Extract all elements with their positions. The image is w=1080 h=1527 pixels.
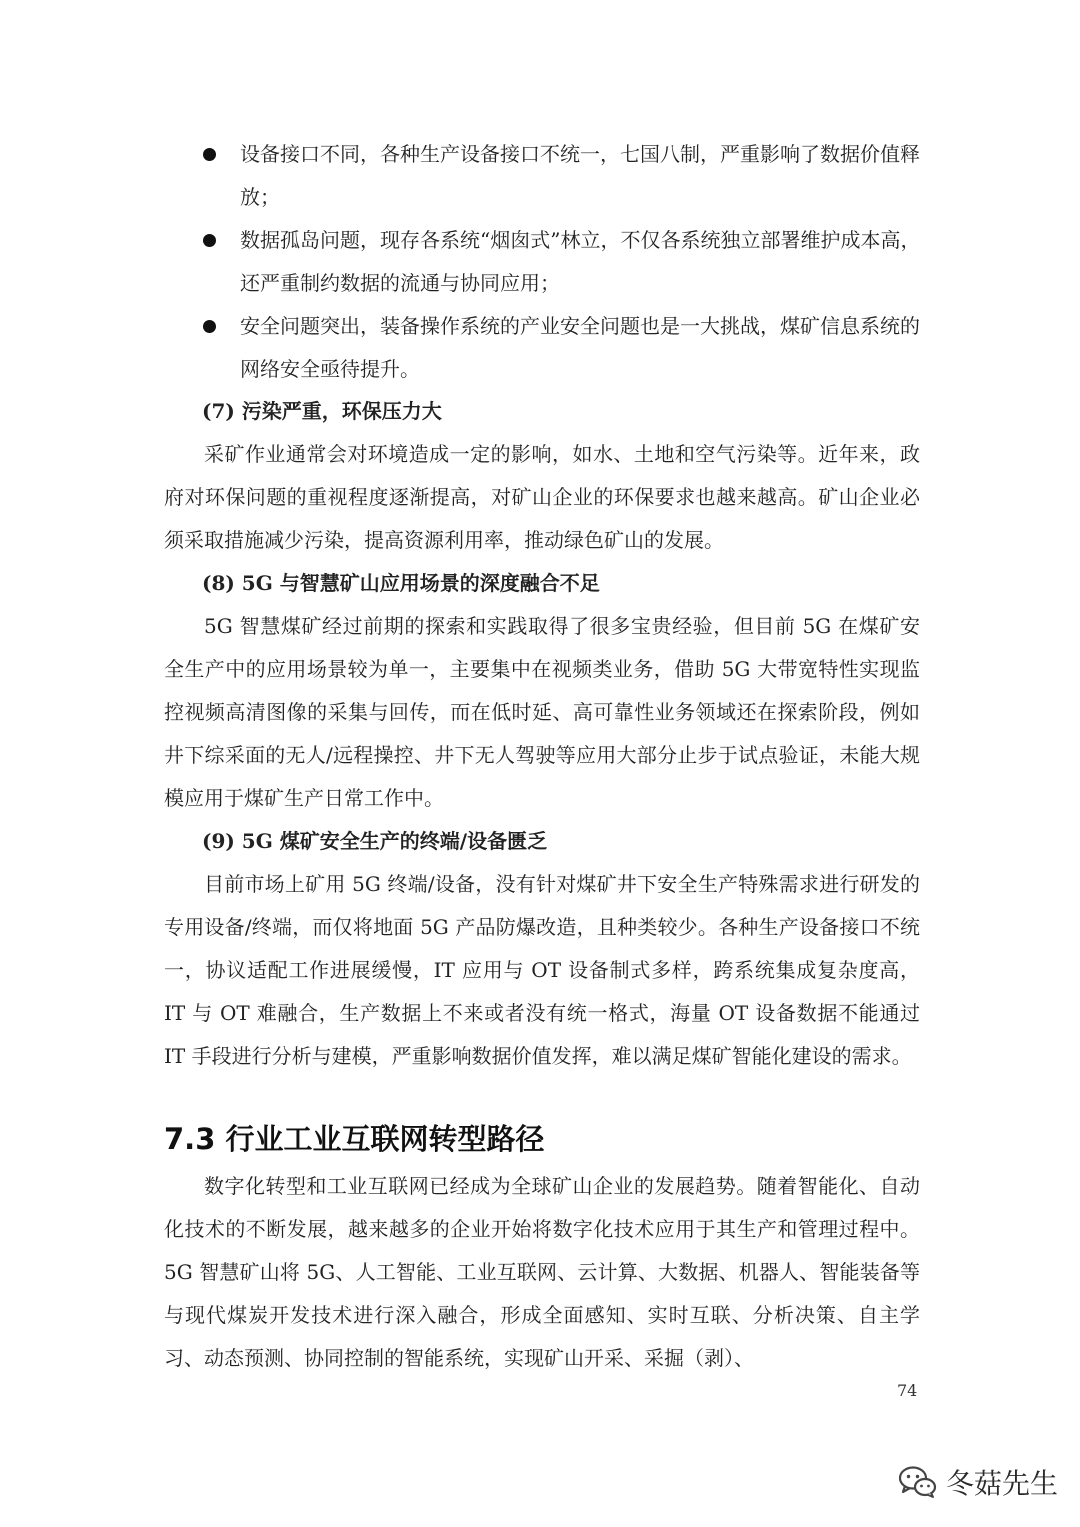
section-heading-7-3: 7.3 行业工业互联网转型路径: [164, 1122, 545, 1156]
watermark-text: 冬菇先生: [946, 1467, 1059, 1500]
section-body-9: 目前市场上矿用 5G 终端/设备，没有针对煤矿井下安全生产特殊需求进行研发的专用设备/终端，而仅将地面 5G 产品防爆改造，且种类较少。各种生产设备接口不统一，协议适配工作进展缓慢，IT 应用与 OT 设备制式多样，跨系统集成复杂度高， IT 与 OT 难融合，生产数据上不来或者没有统一格式，海量 OT 设备数据不能通过 IT 手段进行分析与建模，严重影响数据价值发挥，难以满足煤矿智能化建设的需求。: [164, 872, 920, 1068]
section-heading-7: (7) 污染严重，环保压力大: [202, 399, 442, 423]
section-heading-9: (9) 5G 煤矿安全生产的终端/设备匮乏: [202, 829, 548, 853]
bullet-text: 数据孤岛问题，现存各系统“烟囱式”林立，不仅各系统独立部署维护成本高，还严重制约数据的流通与协同应用；: [240, 228, 921, 295]
bullet-dot-icon: [203, 148, 216, 161]
bullet-text: 设备接口不同，各种生产设备接口不统一，七国八制，严重影响了数据价值释放；: [240, 142, 920, 209]
section-body-8: 5G 智慧煤矿经过前期的探索和实践取得了很多宝贵经验，但目前 5G 在煤矿安全生产中的应用场景较为单一，主要集中在视频类业务，借助 5G 大带宽特性实现监控视频高清图像的采集与回传，而在低时延、高可靠性业务领域还在探索阶段，例如井下综采面的无人/远程操控、井下无人驾驶等应用大部分止步于试点验证，未能大规模应用于煤矿生产日常工作中。: [164, 614, 920, 810]
wechat-icon: [898, 1465, 938, 1499]
section-heading-8: (8) 5G 与智慧矿山应用场景的深度融合不足: [202, 571, 600, 595]
bullet-text: 安全问题突出，装备操作系统的产业安全问题也是一大挑战，煤矿信息系统的网络安全亟待提升。: [240, 314, 920, 381]
watermark: [898, 1462, 1058, 1502]
section-body-7: 采矿作业通常会对环境造成一定的影响，如水、土地和空气污染等。近年来，政府对环保问题的重视程度逐渐提高，对矿山企业的环保要求也越来越高。矿山企业必须采取措施减少污染，提高资源利用率，推动绿色矿山的发展。: [164, 442, 920, 552]
section-body-7-3: 数字化转型和工业互联网已经成为全球矿山企业的发展趋势。随着智能化、自动化技术的不断发展，越来越多的企业开始将数字化技术应用于其生产和管理过程中。5G 智慧矿山将 5G、人工智能、工业互联网、云计算、大数据、机器人、智能装备等与现代煤炭开发技术进行深入融合，形成全面感知、实时互联、分析决策、自主学习、动态预测、协同控制的智能系统，实现矿山开采、采掘（剥）、: [164, 1174, 920, 1370]
bullet-item: [203, 305, 923, 391]
bullet-dot-icon: [203, 234, 216, 247]
bullet-item: [203, 133, 923, 219]
bullet-item: [203, 219, 923, 305]
bullet-dot-icon: [203, 320, 216, 333]
page-number: 74: [897, 1381, 918, 1400]
